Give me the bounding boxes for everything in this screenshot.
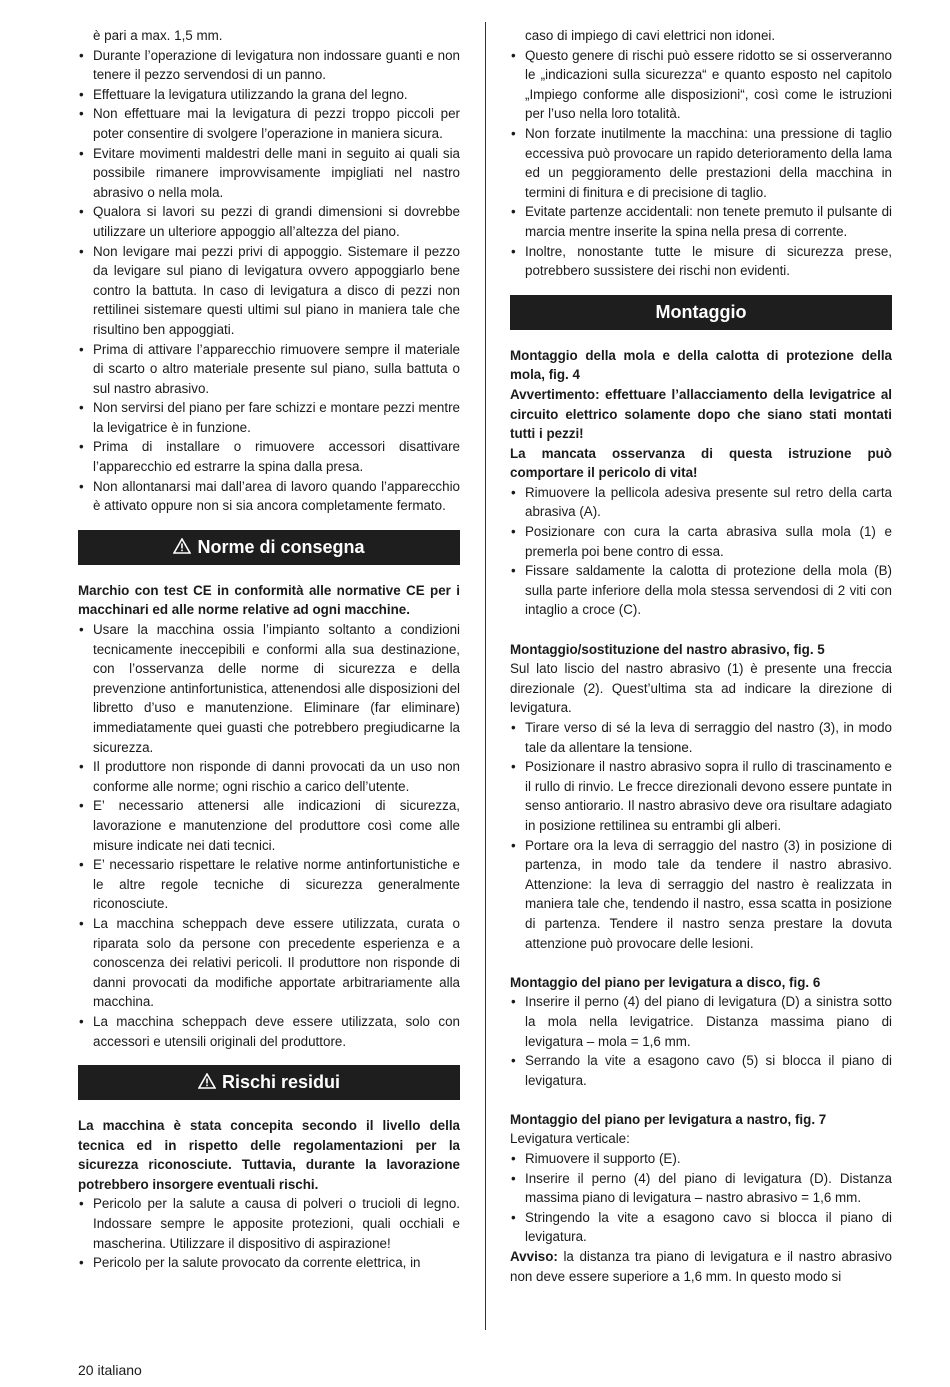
list-item: • Effettuare la levigatura utilizzando la grana del legno. (78, 85, 460, 105)
disco-list (510, 992, 892, 1090)
subsection-heading: Montaggio della mola e della calotta di protezione della mola, fig. 4 (510, 347, 892, 383)
left-column (78, 26, 460, 1273)
list-item: • Prima di attivare l’apparecchio rimuovere sempre il materiale di scarto o altro materiale presente sul piano, sulla battuta o sul nastro abrasivo. (78, 340, 460, 399)
right-intro-list (510, 26, 892, 281)
note-text: la distanza tra piano di levigatura e il nastro abrasivo non deve essere superiore a 1,6 mm. In questo modo si (510, 1249, 892, 1284)
list-item: • Il produttore non risponde di danni provocati da un uso non conforme alle norme; ogni rischio a carico dell’utente. (78, 757, 460, 796)
list-item: • Portare ora la leva di serraggio del nastro (3) in posizione di partenza, in modo tale da tendere il nastro abrasivo. Attenzione: la leva di serraggio del nastro è realizzata in maniera tale che, tendendo il nastro, essa scatta in posizione di partenza. Tendere il nastro senza prestare la dovuta attenzione può provocare delle lesioni. (510, 836, 892, 954)
list-item: • E’ necessario attenersi alle indicazioni di sicurezza, lavorazione e manutenzione del produttore così come alle misure indicate nei dati tecnici. (78, 796, 460, 855)
list-item: • Serrando la vite a esagono cavo (5) si blocca il piano di levigatura. (510, 1051, 892, 1090)
subsection-heading: Montaggio del piano per levigatura a disco, fig. 6 (510, 974, 821, 990)
list-item: • Evitare movimenti maldestri delle mani in seguito ai quali sia possibile rimanere improvvisamente impigliati nel nastro abrasivo o nella mola. (78, 144, 460, 203)
list-item: • Posizionare con cura la carta abrasiva sulla mola (1) e premerla poi bene contro di essa. (510, 522, 892, 561)
section-title: Montaggio (655, 301, 747, 322)
list-item: • Tirare verso di sé la leva di serraggio del nastro (3), in modo tale da allentare la tensione. (510, 718, 892, 757)
list-item: • Fissare saldamente la calotta di protezione della mola (B) sulla parte inferiore della mola stessa servendosi di 2 viti con intaglio a croce (C). (510, 561, 892, 620)
list-item: • Questo genere di rischi può essere ridotto se si osserveranno le „indicazioni sulla sicurezza“ e quanto esposto nel capitolo „Impiego conforme alle disposizioni“, così come le istruzioni per l’uso nella loro totalità. (510, 46, 892, 124)
list-item: • Inserire il perno (4) del piano di levigatura (D) a sinistra sotto la mola nella levigatrice. Distanza massima piano di levigatura – mola = 1,6 mm. (510, 992, 892, 1051)
list-item: • Non servirsi del piano per fare schizzi e montare pezzi mentre la levigatrice è in funzione. (78, 398, 460, 437)
list-item: è pari a max. 1,5 mm. (93, 28, 223, 43)
list-item: • Rimuovere la pellicola adesiva presente sul retro della carta abrasiva (A). (510, 483, 892, 522)
section-heading-rischi (78, 1065, 460, 1100)
list-item: • Pericolo per la salute a causa di polveri o trucioli di legno. Indossare sempre le apposite protezioni, quali occhiali e mascherina. Utilizzare il dispositivo di aspirazione! (78, 1194, 460, 1253)
list-item: • Durante l’operazione di levigatura non indossare guanti e non tenere il pezzo servendosi di un panno. (78, 46, 460, 85)
list-item: caso di impiego di cavi elettrici non idonei. (525, 28, 776, 43)
list-item: • Non forzate inutilmente la macchina: una pressione di taglio eccessiva può provocare un rapido deterioramento della lama ed un peggioramento delle prestazioni della macchina in termini di finitura e di precisione di taglio. (510, 124, 892, 202)
page-footer: 20 italiano (78, 1362, 142, 1378)
list-item: • Non allontanarsi mai dall’area di lavoro quando l’apparecchio è attivato oppure non si sia ancora completamente fermato. (78, 477, 460, 516)
list-item: • Rimuovere il supporto (E). (510, 1149, 892, 1169)
list-item: • E’ necessario rispettare le relative norme antinfortunistiche e le altre regole tecniche di sicurezza generalmente riconosciute. (78, 855, 460, 914)
list-item: • Qualora si lavori su pezzi di grandi dimensioni si dovrebbe utilizzare un ulteriore appoggio all’altezza del piano. (78, 202, 460, 241)
norme-list (78, 620, 460, 1051)
list-item: • Prima di installare o rimuovere accessori disattivare l’apparecchio ed estrarre la spina dalla presa. (78, 437, 460, 476)
section-lead: Marchio con test CE in conformità alle normative CE per i macchinari ed alle norme relative ad ogni macchine. (78, 582, 460, 618)
subsection-heading: Montaggio del piano per levigatura a nastro, fig. 7 (510, 1111, 827, 1127)
section-title: Rischi residui (221, 1072, 341, 1093)
note-paragraph (510, 1247, 892, 1286)
list-item: • Inserire il perno (4) del piano di levigatura (D). Distanza massima piano di levigatura – nastro abrasivo = 1,6 mm. (510, 1169, 892, 1208)
subsection-heading: Montaggio/sostituzione del nastro abrasivo, fig. 5 (510, 641, 825, 657)
warning-triangle-icon (173, 538, 191, 554)
section-title: Norme di consegna (197, 536, 365, 557)
list-item: • La macchina scheppach deve essere utilizzata, solo con accessori e utensili originali del produttore. (78, 1012, 460, 1051)
note-label: Avviso: (510, 1249, 558, 1265)
mola-list (510, 483, 892, 620)
warning-text: Avvertimento: effettuare l’allacciamento della levigatrice al circuito elettrico solamente dopo che siano stati montati tutti i pezzi! (510, 386, 892, 442)
paragraph: Sul lato liscio del nastro abrasivo (1) è presente una freccia direzionale (2). Quest’ultima sta ad indicare la direzione di levigatura. (510, 661, 892, 716)
list-item: • Non levigare mai pezzi privi di appoggio. Sistemare il pezzo da levigare sul piano di levigatura ovvero appoggiarlo bene contro la battuta. In caso di levigatura a disco di pezzi non rettilinei sistemare questi ultimi sul piano in maniera tale che risultino ben appoggiati. (78, 242, 460, 340)
warning-triangle-icon (198, 1073, 216, 1089)
list-item: • Inoltre, nonostante tutte le misure di sicurezza prese, potrebbero sussistere dei rischi non evidenti. (510, 242, 892, 281)
column-divider (485, 22, 486, 1330)
piano-nastro-list (510, 1149, 892, 1247)
paragraph: Levigatura verticale: (510, 1131, 630, 1147)
right-column (510, 26, 892, 1286)
list-item: • Usare la macchina ossia l’impianto soltanto a condizioni tecnicamente ineccepibili e conformi alla sua destinazione, con l’osservanza delle norme di sicurezza e della prevenzione antinfortunistica, attenendosi alle disposizioni del libretto d’uso e manutenzione. Eliminare (far eliminare) immediatamente quei guasti che potrebbero pregiudicarne la sicurezza. (78, 620, 460, 757)
section-heading-montaggio (510, 295, 892, 330)
warning-text: La mancata osservanza di questa istruzione può comportare il pericolo di vita! (510, 445, 892, 481)
list-item: • Stringendo la vite a esagono cavo si blocca il piano di levigatura. (510, 1208, 892, 1247)
list-item: • Evitate partenze accidentali: non tenete premuto il pulsante di marcia mentre inserite la spina nella presa di corrente. (510, 202, 892, 241)
left-intro-list (78, 26, 460, 516)
list-item: • La macchina scheppach deve essere utilizzata, curata o riparata solo da persone con precedente esperienza e a conoscenza dei relativi pericoli. Il produttore non risponde di danni provocati da modifiche apportate arbitrariamente alla macchina. (78, 914, 460, 1012)
section-lead: La macchina è stata concepita secondo il livello della tecnica ed in rispetto delle regolamentazioni per la sicurezza riconosciute. Tuttavia, durante la lavorazione potrebbero insorgere eventuali rischi. (78, 1118, 460, 1192)
list-item: • Non effettuare mai la levigatura di pezzi troppo piccoli per poter consentire di svolgere l’operazione in maniera sicura. (78, 104, 460, 143)
nastro-list (510, 718, 892, 953)
list-item: • Pericolo per la salute provocato da corrente elettrica, in (78, 1253, 460, 1273)
rischi-list (78, 1194, 460, 1272)
list-item: • Posizionare il nastro abrasivo sopra il rullo di trascinamento e il rullo di rinvio. Le frecce direzionali devono essere puntate in senso antiorario. Il nastro abrasivo deve ora risultare adagiato in posizione rettilinea su entrambi gli alberi. (510, 757, 892, 835)
section-heading-norme (78, 530, 460, 565)
